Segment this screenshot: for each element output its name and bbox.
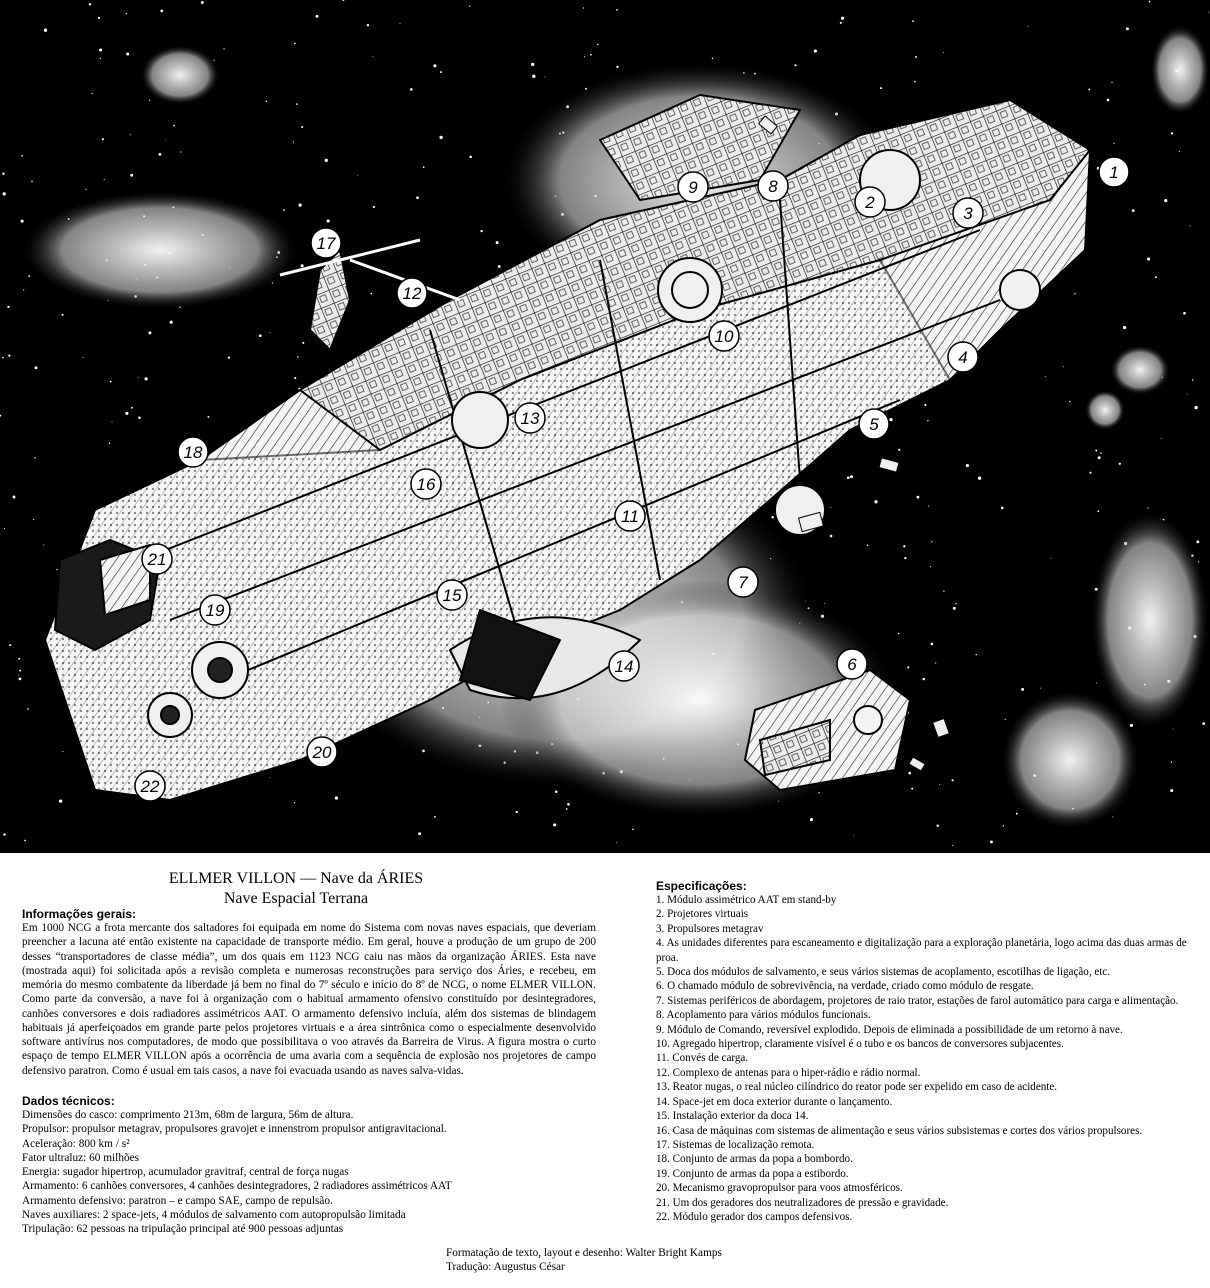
star [126, 13, 127, 14]
callout-10 [709, 321, 739, 351]
star [104, 179, 105, 180]
star [31, 181, 33, 183]
callout-number: 7 [738, 573, 748, 592]
star [1179, 151, 1180, 152]
star [914, 81, 916, 83]
specifications-heading: Especificações: [656, 879, 747, 893]
star [201, 1, 204, 4]
star [130, 174, 133, 177]
star [951, 779, 953, 781]
star [903, 545, 905, 547]
callout-5 [859, 409, 889, 439]
star [1171, 132, 1173, 134]
star [840, 22, 842, 24]
star [43, 544, 44, 545]
star [126, 53, 129, 56]
technical-data-line: Dimensões do casco: comprimento 213m, 68m de largura, 56m de altura. [22, 1109, 354, 1121]
star [841, 17, 844, 20]
star [931, 541, 932, 542]
star [1112, 816, 1113, 817]
spec-item: 3. Propulsores metagrav [656, 922, 764, 935]
star [316, 15, 319, 18]
star [1119, 463, 1121, 465]
callout-2 [855, 187, 885, 217]
star [927, 420, 928, 421]
callout-22 [135, 771, 165, 801]
star [259, 334, 262, 337]
star [496, 241, 499, 244]
general-info-heading: Informações gerais: [22, 907, 137, 921]
star [850, 475, 853, 478]
star [125, 412, 128, 415]
callout-17 [311, 228, 341, 258]
star [367, 24, 369, 26]
callout-number: 19 [205, 601, 225, 620]
spec-item: 12. Complexo de antenas para o hiper-rádio e rádio normal. [656, 1066, 921, 1079]
technical-data-heading: Dados técnicos: [22, 1094, 115, 1108]
spec-item: 14. Space-jet em doca exterior durante o lançamento. [656, 1095, 893, 1108]
star [867, 544, 869, 546]
star [1016, 813, 1018, 815]
star [34, 457, 36, 459]
star [898, 633, 899, 634]
star [180, 151, 181, 152]
star [567, 803, 570, 806]
star [1089, 472, 1091, 474]
star [597, 44, 599, 46]
star [480, 230, 482, 232]
star [86, 189, 87, 190]
star [908, 772, 911, 775]
star [27, 708, 29, 710]
star [874, 500, 877, 503]
star [207, 416, 209, 418]
star [966, 464, 969, 467]
star [293, 141, 294, 142]
star [712, 57, 714, 59]
star [59, 799, 62, 802]
star [516, 811, 518, 813]
spec-item: 4. As unidades diferentes para escaneamento e digitalização para a exploração planetária, logo acima das duas armas de proa. [656, 937, 1187, 964]
star [3, 192, 6, 195]
star [325, 159, 328, 162]
spec-item: 5. Doca dos módulos de salvamento, e seus vários sistemas de acoplamento, escotilhas de ligação, etc. [656, 966, 1111, 979]
callout-number: 11 [621, 507, 639, 526]
callout-16 [411, 469, 441, 499]
callout-13 [515, 403, 545, 433]
star [3, 833, 5, 835]
star [583, 7, 584, 8]
star [62, 751, 63, 752]
star [1111, 82, 1112, 83]
star [814, 50, 817, 53]
star [590, 54, 592, 56]
star [943, 591, 944, 592]
star [904, 557, 906, 559]
star [400, 23, 401, 24]
star [794, 64, 796, 66]
star [130, 134, 131, 135]
callout-number: 1 [1109, 163, 1119, 182]
spec-item: 1. Módulo assimétrico AAT em stand-by [656, 894, 837, 906]
callout-number: 10 [714, 327, 734, 346]
spec-item: 19. Conjunto de armas da popa a estibordo. [656, 1167, 849, 1180]
star [907, 666, 909, 668]
callout-6 [837, 649, 867, 679]
star [100, 58, 101, 59]
star [616, 9, 618, 11]
star [112, 422, 113, 423]
star [158, 153, 161, 156]
star [937, 825, 939, 827]
star [584, 56, 585, 57]
star [922, 678, 925, 681]
star [847, 476, 850, 479]
star [978, 477, 981, 480]
technical-data-line: Tripulação: 62 pessoas na tripulação principal até 900 pessoas adjuntas [22, 1223, 344, 1235]
callout-number: 4 [958, 348, 968, 367]
callout-number: 22 [140, 777, 160, 796]
star [1097, 510, 1099, 512]
star [266, 100, 268, 102]
star [144, 377, 147, 380]
star [371, 293, 373, 295]
star [853, 835, 854, 836]
star [1132, 209, 1135, 212]
star [1126, 27, 1129, 30]
callout-3 [953, 198, 983, 228]
star [21, 155, 23, 157]
star [131, 407, 133, 409]
star [165, 140, 166, 141]
star [616, 842, 617, 843]
spec-item: 22. Módulo gerador dos campos defensivos. [656, 1210, 853, 1223]
star [149, 100, 150, 101]
callout-9 [678, 172, 708, 202]
callout-number: 16 [416, 475, 436, 494]
star [1170, 789, 1173, 792]
star [1194, 406, 1197, 409]
star [1147, 257, 1150, 260]
callout-15 [437, 580, 467, 610]
star [1051, 558, 1052, 559]
specifications-list [656, 893, 1196, 1224]
spec-item: 2. Projetores virtuais [656, 908, 749, 921]
star [1149, 1, 1151, 3]
star [1088, 88, 1090, 90]
star [952, 845, 953, 846]
star [19, 678, 22, 681]
star [1164, 199, 1167, 202]
star [1095, 450, 1097, 452]
star [1040, 688, 1041, 689]
star [1069, 401, 1070, 402]
star [294, 377, 296, 379]
spec-item: 15. Instalação exterior da doca 14. [656, 1110, 809, 1123]
star [92, 93, 93, 94]
spec-item: 20. Mecanismo gravopropulsor para voos atmosféricos. [656, 1182, 903, 1195]
callout-11 [615, 501, 645, 531]
star [357, 175, 358, 176]
star [544, 76, 545, 77]
star [439, 136, 442, 139]
callout-number: 18 [183, 443, 203, 462]
star [532, 75, 535, 78]
star [302, 342, 304, 344]
callout-21 [142, 544, 172, 574]
star [62, 314, 64, 316]
star [898, 449, 900, 451]
callout-number: 3 [963, 204, 973, 223]
callout-7 [728, 567, 758, 597]
star [931, 643, 934, 646]
star [1171, 761, 1172, 762]
star [416, 196, 419, 199]
page-subtitle: Nave Espacial Terrana [223, 890, 369, 907]
star [138, 377, 139, 378]
star [1096, 683, 1097, 684]
star [616, 66, 618, 68]
star [1183, 312, 1186, 315]
star [1107, 99, 1110, 102]
star [1003, 825, 1004, 826]
callout-number: 12 [402, 284, 422, 303]
star [943, 52, 944, 53]
star [223, 48, 224, 49]
spec-item: 13. Reator nugas, o real núcleo cilíndrico do reator pode ser expelido em caso de acidente. [656, 1081, 1058, 1094]
star [24, 840, 26, 842]
star [924, 404, 926, 406]
technical-data-line: Armamento: 6 canhões conversores, 4 canhões desintegradores, 2 radiadores assimétricos AAT [22, 1180, 452, 1193]
star [469, 5, 470, 6]
technical-data-line: Armamento defensivo: paratron – e campo SAE, campo de repulsão. [22, 1194, 333, 1207]
star [327, 219, 330, 222]
callout-number: 6 [847, 655, 857, 674]
star [1190, 225, 1191, 226]
star [296, 103, 298, 105]
spec-item: 16. Casa de máquinas com sistemas de alimentação e seus vários subsistemas e cortes dos vários propulsores. [656, 1124, 1143, 1137]
callout-number: 8 [768, 177, 778, 196]
general-info-text: Em 1000 NCG a frota mercante dos saltadores foi equipada em nome do Sistema com novas naves espaciais, que deveriam preencher a lacuna até então existente na capacidade de transporte médio. Em geral, houve a produção de um grupo de 200 desses “transportadores de classe média”, um dos quais em 1123 NCG caiu nas mãos da organização ÁRIES. Esta nave (mostrada aqui) foi solicitada após a revisão completa e numerosas reconstruções para serviço dos Áries, e recebeu, em memória do mesmo combatente da liberdade já bem no final do 7º século e início do 8º de NCG, o nome ELMER VILLON. Como parte da conversão, a nave foi à organização com o habitual armamento ofensivo constituído por desintegradores, canhões conversores e dois radiadores assimétricos AAT. O armamento defensivo incluía, além dos sistemas de blindagem habituais já aperfeiçoados em grande parte pelos projetores virtuais e a área sintrônica como o especialmente desenvolvido software antivírus nos computadores, de modo que possibilitava o voo através da Barreira de Virus. A figura mostra o curto espaço de tempo ELMER VILLON após a ocorrência de uma avaria com a sequência de explosão nos projetores de campo defensivo paratron. Como é usual em tais casos, a nave foi evacuada usando as naves salva-vidas. [22, 922, 596, 1077]
star [1021, 688, 1024, 691]
star [911, 788, 913, 790]
star [110, 381, 112, 383]
callout-8 [758, 171, 788, 201]
star [1045, 376, 1046, 377]
star [531, 63, 534, 66]
star [283, 209, 285, 211]
spec-item: 21. Um dos geradores dos neutralizadores de pressão e gravidade. [656, 1196, 949, 1209]
star [939, 784, 940, 785]
star [1113, 142, 1114, 143]
callout-18 [178, 437, 208, 467]
star [373, 206, 375, 208]
callout-14 [609, 651, 639, 681]
star [1123, 326, 1126, 329]
star [810, 818, 813, 821]
star [18, 658, 20, 660]
star [44, 29, 47, 32]
spec-item: 8. Acoplamento para vários módulos funcionais. [656, 1009, 871, 1022]
star [1208, 12, 1209, 13]
star [976, 654, 977, 655]
caption-area [0, 853, 1210, 1288]
star [270, 777, 271, 778]
star [170, 321, 173, 324]
star [301, 264, 304, 267]
star [301, 126, 303, 128]
callout-20 [307, 737, 337, 767]
spec-item: 11. Convés de carga. [656, 1052, 749, 1065]
spec-item: 17. Sistemas de localização remota. [656, 1138, 815, 1151]
callout-number: 17 [316, 234, 336, 253]
callout-12 [397, 278, 427, 308]
star [297, 356, 299, 358]
star [566, 808, 568, 810]
callout-number: 15 [442, 586, 462, 605]
technical-data-line: Energia: sugador hipertrop, acumulador gravitraf, central de força nugas [22, 1166, 349, 1178]
star [99, 48, 102, 51]
star [18, 675, 19, 676]
star [9, 644, 11, 646]
callout-number: 9 [688, 178, 698, 197]
star [335, 796, 338, 799]
star [1192, 379, 1193, 380]
star [148, 331, 151, 334]
star [553, 823, 556, 826]
star [917, 496, 920, 499]
star [7, 306, 9, 308]
star [13, 496, 16, 499]
star [21, 220, 24, 223]
star [433, 64, 436, 67]
star [1001, 507, 1004, 510]
callout-number: 13 [520, 409, 540, 428]
star [138, 416, 141, 419]
page-title: ELLMER VILLON — Nave da ÁRIES [168, 870, 424, 887]
star [830, 535, 833, 538]
star [1173, 729, 1174, 730]
star [434, 816, 436, 818]
star [1063, 366, 1064, 367]
star [2, 357, 4, 359]
star [1202, 722, 1205, 725]
star [82, 357, 83, 358]
callout-number: 5 [869, 415, 879, 434]
spec-item: 10. Agregado hipertrop, claramente visível é o tubo e os bancos de conversores subjacentes. [656, 1038, 1064, 1051]
star [935, 663, 936, 664]
star [2, 172, 4, 174]
technical-data-line: Naves auxiliares: 2 space-jets, 4 módulos de salvamento com autopropulsão limitada [22, 1208, 406, 1221]
star [889, 418, 892, 421]
star [955, 603, 957, 605]
technical-data-line: Propulsor: propulsor metagrav, propulsores gravojet e innenstrom propulsor antigravitacional. [22, 1123, 447, 1136]
star [990, 840, 993, 843]
star [1098, 456, 1101, 459]
star [469, 156, 472, 159]
star [4, 528, 5, 529]
callout-4 [948, 342, 978, 372]
callout-number: 14 [614, 657, 634, 676]
star [1196, 540, 1199, 543]
star [19, 670, 21, 672]
star [294, 43, 296, 45]
star [294, 802, 295, 803]
technical-data-line: Fator ultraluz: 60 milhões [22, 1151, 140, 1164]
star [372, 56, 373, 57]
credits-translation: Tradução: Augustus César [446, 1261, 565, 1273]
star [423, 166, 425, 168]
star [160, 10, 163, 13]
star [771, 516, 774, 519]
spec-item: 18. Conjunto de armas da popa a bombordo. [656, 1153, 853, 1166]
star [632, 829, 634, 831]
star [89, 3, 91, 5]
star [56, 569, 57, 570]
star [35, 366, 38, 369]
star [28, 275, 30, 277]
callout-number: 20 [312, 743, 332, 762]
callout-number: 21 [147, 550, 167, 569]
star [830, 507, 831, 508]
star [1074, 293, 1075, 294]
credits-layout: Formatação de texto, layout e desenho: Walter Bright Kamps [446, 1247, 722, 1259]
star [228, 356, 230, 358]
star [102, 138, 104, 140]
star [915, 56, 917, 58]
star [880, 87, 882, 89]
star [298, 203, 301, 206]
star [1100, 452, 1101, 453]
star [1155, 276, 1157, 278]
star [1005, 719, 1006, 720]
star [555, 791, 558, 794]
spec-item: 9. Módulo de Comando, reversível explodido. Depois de eliminada a possibilidade de um retorno à nave. [656, 1023, 1123, 1036]
star [270, 332, 271, 333]
star [8, 355, 10, 357]
spec-item: 7. Sistemas periféricos de abordagem, projetores de raio trator, estações de farol automático para carga e alimentação. [656, 994, 1179, 1007]
star [410, 88, 413, 91]
star [1028, 26, 1029, 27]
callout-number: 2 [865, 193, 875, 212]
star [23, 289, 24, 290]
star [1187, 394, 1188, 395]
spec-item: 6. O chamado módulo de sobrevivência, na verdade, criado como módulo de resgate. [656, 980, 1034, 993]
star [418, 832, 421, 835]
callout-19 [200, 595, 230, 625]
star [33, 519, 34, 520]
star [930, 566, 931, 567]
star [928, 506, 929, 507]
star [498, 265, 501, 268]
star [824, 603, 825, 604]
star [912, 20, 914, 22]
star [173, 125, 175, 127]
star [109, 442, 110, 443]
star [98, 17, 100, 19]
star [440, 71, 442, 73]
star [953, 607, 956, 610]
star [1148, 508, 1149, 509]
star [1161, 438, 1162, 439]
technical-data-line: Aceleração: 800 km / s² [22, 1137, 130, 1150]
callout-1 [1099, 157, 1129, 187]
